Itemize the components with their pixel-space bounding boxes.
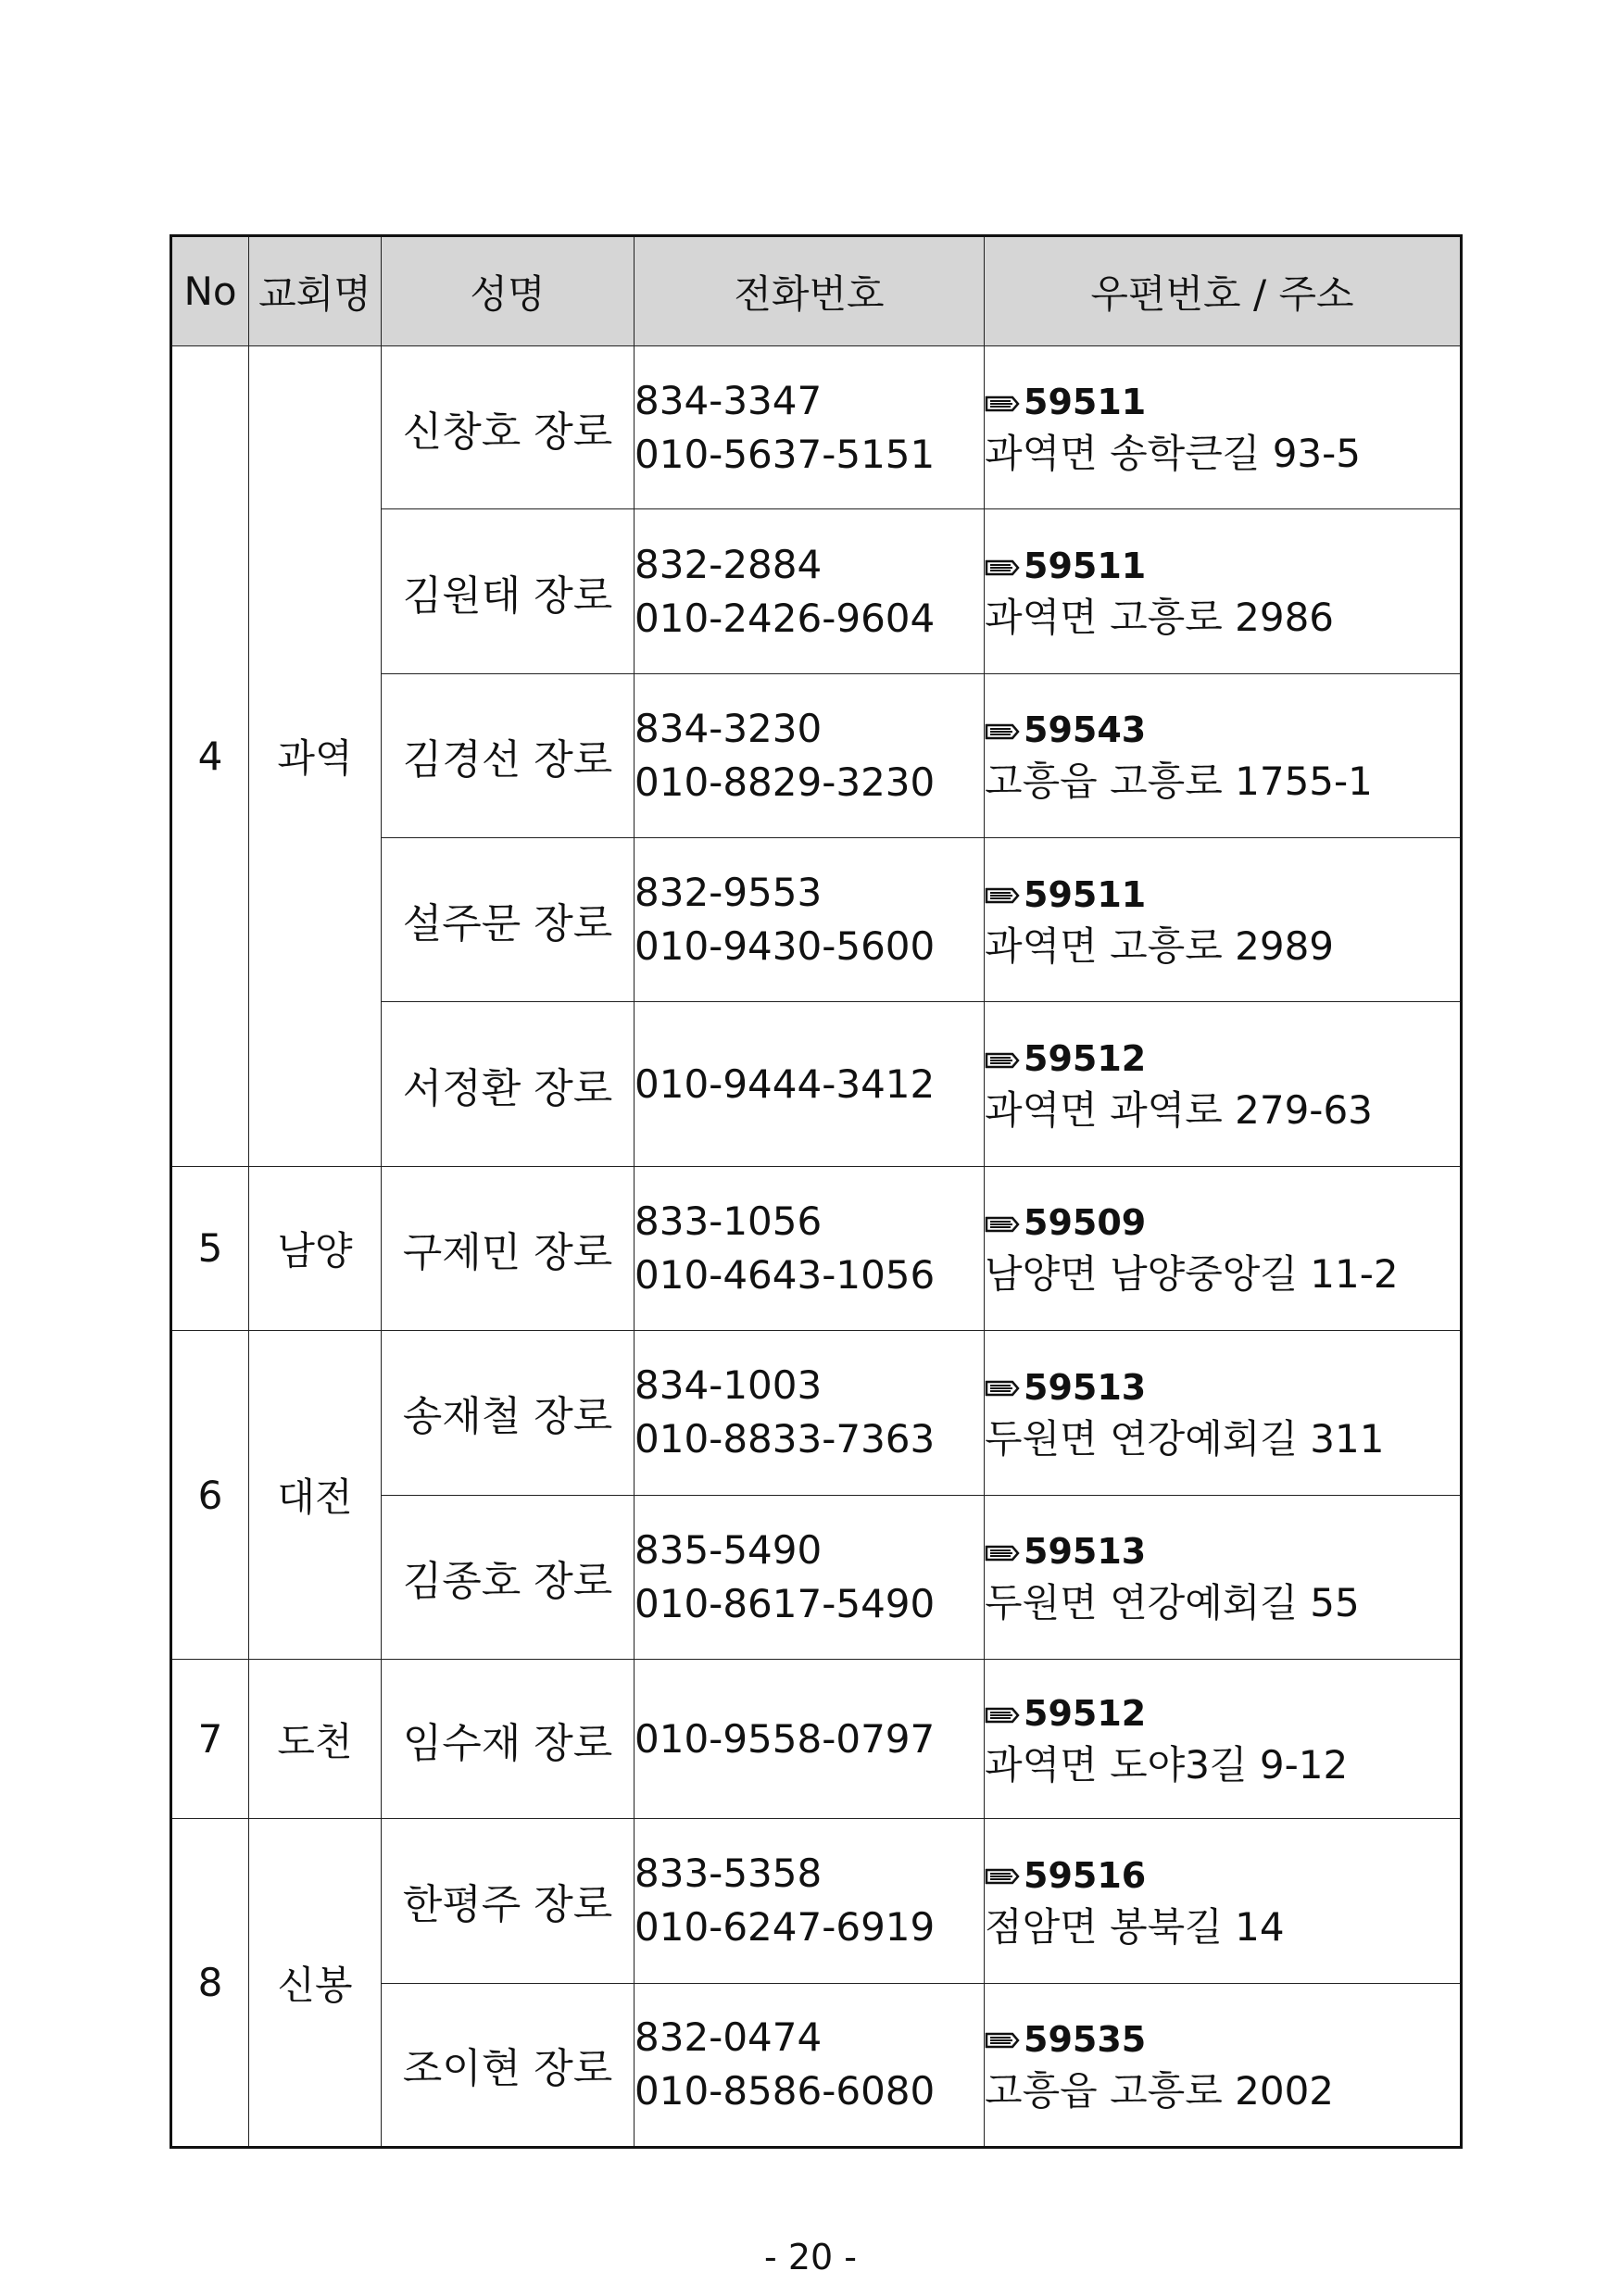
phone-number: 832-0474 bbox=[635, 2014, 823, 2061]
church-number: 4 bbox=[171, 346, 249, 1167]
postal-code-icon bbox=[985, 1866, 1020, 1887]
elder-name: 김종호 장로 bbox=[382, 1495, 635, 1659]
phone-cell bbox=[635, 1819, 985, 1983]
address-cell bbox=[985, 673, 1462, 837]
phone-number: 010-2426-9604 bbox=[635, 595, 936, 641]
header-church: 교회명 bbox=[249, 236, 382, 346]
phone-cell bbox=[635, 673, 985, 837]
church-name: 남양 bbox=[249, 1166, 382, 1330]
postal-code-icon bbox=[985, 1214, 1020, 1235]
phone-cell bbox=[635, 1002, 985, 1166]
address-cell bbox=[985, 1495, 1462, 1659]
church-name: 신봉 bbox=[249, 1819, 382, 2148]
postal-code-icon bbox=[985, 885, 1020, 906]
page-number: - 20 - bbox=[764, 2237, 857, 2277]
elder-name: 설주문 장로 bbox=[382, 838, 635, 1002]
phone-number: 832-9553 bbox=[635, 870, 823, 916]
phone-cell bbox=[635, 1983, 985, 2147]
address-cell bbox=[985, 1983, 1462, 2147]
phone-number: 010-8617-5490 bbox=[635, 1580, 936, 1626]
postal-code: 59512 bbox=[1024, 1693, 1147, 1735]
postal-code: 59516 bbox=[1024, 1854, 1147, 1896]
address-cell bbox=[985, 346, 1462, 509]
phone-number: 834-1003 bbox=[635, 1362, 823, 1409]
phone-cell bbox=[635, 1331, 985, 1495]
table-header-row bbox=[171, 236, 1462, 346]
header-address: 우편번호 / 주소 bbox=[985, 236, 1462, 346]
address-text: 두원면 연강예회길 311 bbox=[985, 1415, 1385, 1462]
church-name: 도천 bbox=[249, 1659, 382, 1818]
phone-number: 833-1056 bbox=[635, 1198, 823, 1244]
postal-code: 59511 bbox=[1024, 873, 1147, 915]
postal-code: 59513 bbox=[1024, 1531, 1147, 1573]
elder-name: 김경선 장로 bbox=[382, 673, 635, 837]
elder-name: 김원태 장로 bbox=[382, 509, 635, 673]
header-no: No bbox=[171, 236, 249, 346]
postal-code-icon bbox=[985, 394, 1020, 414]
address-cell bbox=[985, 1819, 1462, 1983]
address-text: 과역면 고흥로 2986 bbox=[985, 595, 1335, 641]
postal-code: 59513 bbox=[1024, 1366, 1147, 1408]
address-text: 남양면 남양중앙길 11-2 bbox=[985, 1251, 1399, 1298]
postal-code-icon bbox=[985, 558, 1020, 578]
phone-number: 834-3347 bbox=[635, 377, 823, 423]
elder-name: 송재철 장로 bbox=[382, 1331, 635, 1495]
postal-code: 59535 bbox=[1024, 2018, 1147, 2060]
phone-cell bbox=[635, 1495, 985, 1659]
address-cell bbox=[985, 1166, 1462, 1330]
address-cell bbox=[985, 1659, 1462, 1818]
phone-number: 010-9558-0797 bbox=[635, 1715, 936, 1762]
postal-code-icon bbox=[985, 1543, 1020, 1563]
phone-number: 010-8586-6080 bbox=[635, 2068, 936, 2114]
phone-number: 835-5490 bbox=[635, 1526, 823, 1573]
phone-cell bbox=[635, 1659, 985, 1818]
postal-code-icon bbox=[985, 721, 1020, 742]
phone-cell bbox=[635, 346, 985, 509]
table-row bbox=[171, 1819, 1462, 1983]
phone-number: 832-2884 bbox=[635, 541, 823, 587]
phone-cell bbox=[635, 1166, 985, 1330]
postal-code: 59511 bbox=[1024, 546, 1147, 587]
phone-number: 010-4643-1056 bbox=[635, 1251, 936, 1298]
postal-code: 59511 bbox=[1024, 382, 1147, 423]
phone-cell bbox=[635, 509, 985, 673]
postal-code-icon bbox=[985, 1050, 1020, 1071]
header-phone: 전화번호 bbox=[635, 236, 985, 346]
address-text: 과역면 고흥로 2989 bbox=[985, 922, 1335, 969]
header-name: 성명 bbox=[382, 236, 635, 346]
phone-number: 010-6247-6919 bbox=[635, 1904, 936, 1951]
address-text: 고흥읍 고흥로 1755-1 bbox=[985, 759, 1373, 805]
phone-number: 010-8833-7363 bbox=[635, 1416, 936, 1462]
elder-name: 조이현 장로 bbox=[382, 1983, 635, 2147]
elder-name: 구제민 장로 bbox=[382, 1166, 635, 1330]
address-text: 두원면 연강예회길 55 bbox=[985, 1580, 1360, 1626]
address-text: 과역면 과역로 279-63 bbox=[985, 1087, 1373, 1134]
elder-name: 임수재 장로 bbox=[382, 1659, 635, 1818]
phone-number: 010-5637-5151 bbox=[635, 431, 936, 477]
phone-number: 833-5358 bbox=[635, 1851, 823, 1897]
phone-number: 010-9430-5600 bbox=[635, 923, 936, 970]
church-number: 8 bbox=[171, 1819, 249, 2148]
church-number: 6 bbox=[171, 1331, 249, 1660]
address-cell bbox=[985, 1331, 1462, 1495]
address-cell bbox=[985, 838, 1462, 1002]
church-number: 5 bbox=[171, 1166, 249, 1330]
postal-code: 59509 bbox=[1024, 1202, 1147, 1244]
phone-number: 834-3230 bbox=[635, 705, 823, 751]
postal-code: 59543 bbox=[1024, 709, 1147, 751]
church-name: 대전 bbox=[249, 1331, 382, 1660]
phone-cell bbox=[635, 838, 985, 1002]
church-number: 7 bbox=[171, 1659, 249, 1818]
postal-code-icon bbox=[985, 1705, 1020, 1725]
address-cell bbox=[985, 1002, 1462, 1166]
table-row bbox=[171, 346, 1462, 509]
table-row bbox=[171, 1166, 1462, 1330]
table-row bbox=[171, 1331, 1462, 1495]
postal-code-icon bbox=[985, 1378, 1020, 1399]
phone-number: 010-8829-3230 bbox=[635, 759, 936, 805]
address-cell bbox=[985, 509, 1462, 673]
phone-number: 010-9444-3412 bbox=[635, 1060, 936, 1107]
address-text: 고흥읍 고흥로 2002 bbox=[985, 2067, 1335, 2114]
table-row bbox=[171, 1659, 1462, 1818]
address-text: 과역면 도야3길 9-12 bbox=[985, 1742, 1349, 1788]
address-text: 점암면 봉북길 14 bbox=[985, 1903, 1285, 1950]
address-text: 과역면 송학큰길 93-5 bbox=[985, 431, 1362, 477]
contact-table bbox=[170, 234, 1463, 2149]
elder-name: 신창호 장로 bbox=[382, 346, 635, 509]
church-name: 과역 bbox=[249, 346, 382, 1167]
elder-name: 한평주 장로 bbox=[382, 1819, 635, 1983]
postal-code-icon bbox=[985, 2030, 1020, 2051]
postal-code: 59512 bbox=[1024, 1038, 1147, 1080]
elder-name: 서정환 장로 bbox=[382, 1002, 635, 1166]
